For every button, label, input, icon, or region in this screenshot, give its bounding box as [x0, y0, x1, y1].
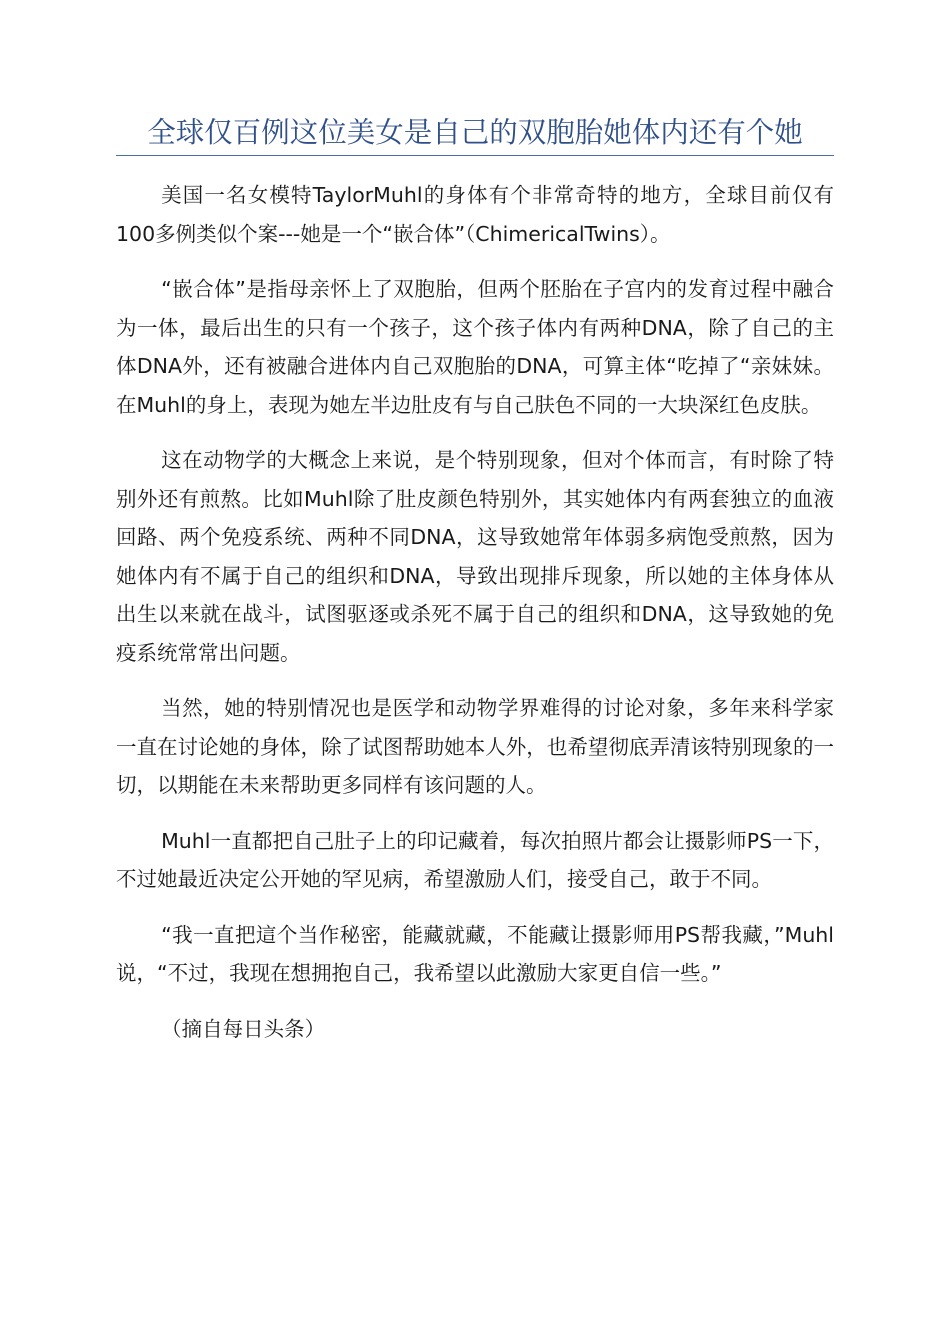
source-note: （摘自每日头条）	[161, 1016, 326, 1041]
article-title: 全球仅百例这位美女是自己的双胞胎她体内还有个她	[147, 116, 803, 149]
article-body	[116, 176, 834, 1065]
paragraph-2: “嵌合体”是指母亲怀上了双胞胎，但两个胚胎在子宫内的发育过程中融合为一体，最后出生的只有一个孩子，这个孩子体内有两种DNA，除了自己的主体DNA外，还有被融合进体内自己双胞胎的DNA，可算主体“吃掉了“亲妹妹。在Muhl的身上，表现为她左半边肚皮有与自己肤色不同的一大块深红色皮肤。	[116, 277, 834, 417]
paragraph-3: 这在动物学的大概念上来说，是个特别现象，但对个体而言，有时除了特别外还有煎熬。比如Muhl除了肚皮颜色特别外，其实她体内有两套独立的血液回路、两个免疫系统、两种不同DNA，这导致她常年体弱多病饱受煎熬，因为她体内有不属于自己的组织和DNA，导致出现排斥现象，所以她的主体身体从出生以来就在战斗，试图驱逐或杀死不属于自己的组织和DNA，这导致她的免疫系统常常出问题。	[116, 448, 834, 665]
title-underline	[116, 155, 834, 156]
paragraph-5: Muhl一直都把自己肚子上的印记藏着，每次拍照片都会让摄影师PS一下，不过她最近决定公开她的罕见病，希望激励人们，接受自己，敢于不同。	[116, 828, 834, 891]
paragraph-1: 美国一名女模特TaylorMuhl的身体有个非常奇特的地方，全球目前仅有100多例类似个案---她是一个“嵌合体”（ChimericalTwins）。	[116, 183, 834, 246]
paragraph-4: 当然，她的特别情况也是医学和动物学界难得的讨论对象，多年来科学家一直在讨论她的身体，除了试图帮助她本人外，也希望彻底弄清该特别现象的一切，以期能在未来帮助更多同样有该问题的人。	[116, 696, 834, 797]
paragraph-6: “我一直把這个当作秘密，能藏就藏，不能藏让摄影师用PS帮我藏，”Muhl说，“不过，我现在想拥抱自己，我希望以此激励大家更自信一些。”	[116, 922, 834, 985]
